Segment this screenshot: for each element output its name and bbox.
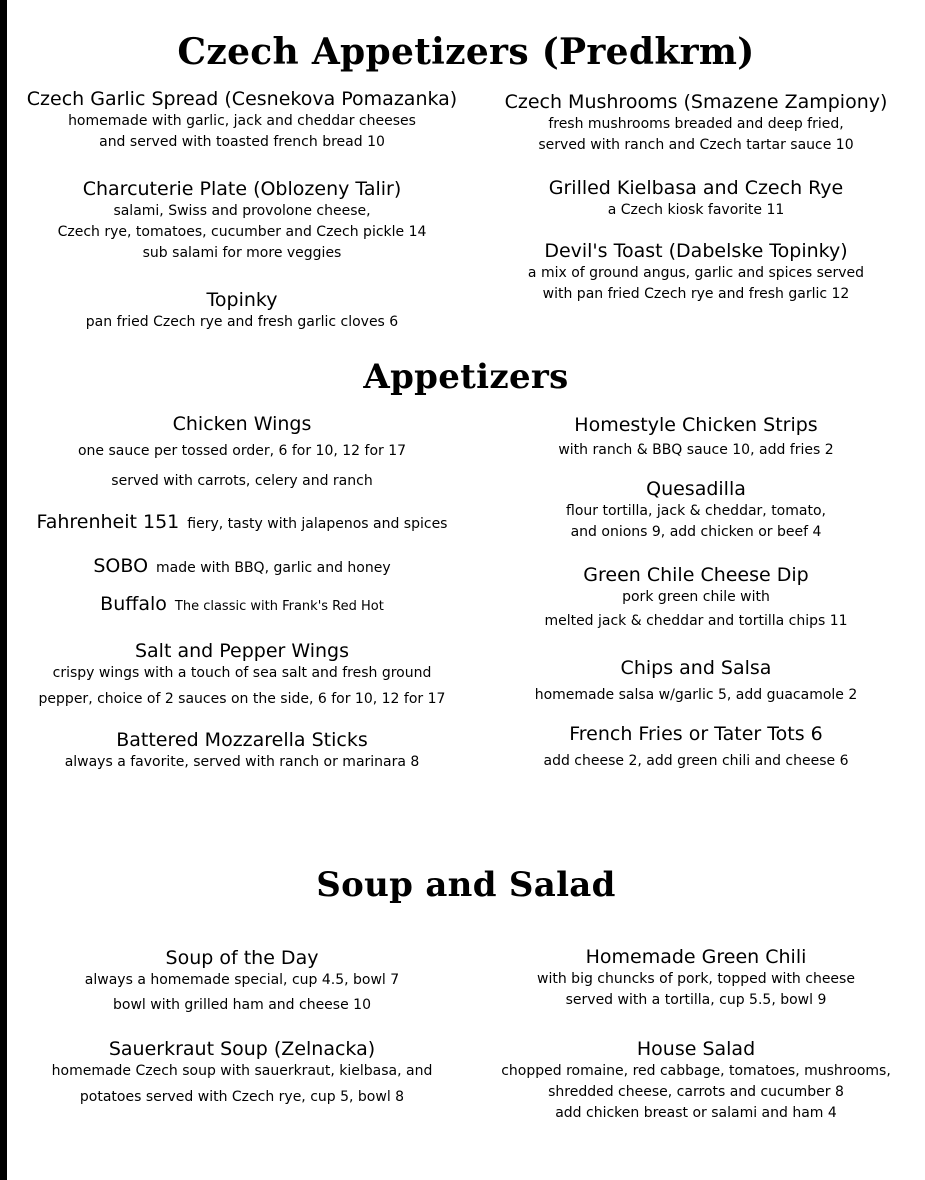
item-description: served with a tortilla, cup 5.5, bowl 9 (565, 992, 827, 1008)
item-name: Czech Mushrooms (Smazene Zampiony) (504, 91, 888, 113)
wing-sauce-row (17, 592, 467, 619)
menu-item (17, 177, 467, 264)
item-description: with big chuncks of pork, topped with cheese (537, 971, 855, 987)
item-description: bowl with grilled ham and cheese 10 (113, 997, 371, 1013)
item-name: Green Chile Cheese Dip (583, 564, 809, 586)
item-description: add cheese 2, add green chili and cheese 6 (543, 753, 849, 769)
sauce-description: made with BBQ, garlic and honey (156, 560, 391, 576)
menu-item (477, 176, 915, 221)
appetizers-right-column (477, 413, 915, 776)
item-name: French Fries or Tater Tots 6 (569, 723, 823, 745)
item-name: Homestyle Chicken Strips (574, 414, 818, 436)
sauce-description: The classic with Frank's Red Hot (174, 599, 384, 614)
item-description: pepper, choice of 2 sauces on the side, 6 for 10, 12 for 17 (38, 691, 446, 707)
sauce-name: Fahrenheit 151 (36, 511, 180, 533)
item-description: a Czech kiosk favorite 11 (607, 202, 785, 218)
item-name: Battered Mozzarella Sticks (116, 729, 368, 751)
menu-item (17, 728, 467, 773)
item-description: shredded cheese, carrots and cucumber 8 (548, 1084, 844, 1100)
item-name: Charcuterie Plate (Oblozeny Talir) (82, 178, 402, 200)
item-name: Devil's Toast (Dabelske Topinky) (544, 240, 848, 262)
item-name: Topinky (206, 289, 278, 311)
item-description: served with carrots, celery and ranch (111, 473, 373, 489)
item-description: melted jack & cheddar and tortilla chips 11 (544, 613, 848, 629)
item-description: served with ranch and Czech tartar sauce 10 (538, 137, 854, 153)
item-name: Czech Garlic Spread (Cesnekova Pomazanka) (26, 88, 458, 110)
item-name: Quesadilla (646, 478, 746, 500)
menu-item (477, 477, 915, 543)
item-description: a mix of ground angus, garlic and spices served (527, 265, 865, 281)
menu-item (17, 639, 467, 714)
menu-item (17, 288, 467, 333)
item-name: Homemade Green Chili (585, 946, 807, 968)
sauce-description: fiery, tasty with jalapenos and spices (187, 516, 448, 532)
menu-item (477, 722, 915, 776)
section-title-soup-and-salad: Soup and Salad (316, 865, 616, 905)
menu-page (7, 0, 925, 1180)
item-description: sub salami for more veggies (142, 245, 342, 261)
item-description: crispy wings with a touch of sea salt and fresh ground (52, 665, 432, 681)
item-description: Czech rye, tomatoes, cucumber and Czech pickle 14 (57, 224, 427, 240)
item-description: pan fried Czech rye and fresh garlic cloves 6 (85, 314, 399, 330)
item-description: chopped romaine, red cabbage, tomatoes, mushrooms, (501, 1063, 891, 1079)
item-description: always a homemade special, cup 4.5, bowl 7 (84, 972, 400, 988)
item-description: flour tortilla, jack & cheddar, tomato, (566, 503, 826, 519)
item-description: potatoes served with Czech rye, cup 5, bowl 8 (79, 1089, 405, 1105)
menu-item (477, 239, 915, 305)
wing-sauce-row (17, 554, 467, 580)
czech-right-column (477, 90, 915, 305)
section-title-appetizers: Appetizers (363, 357, 569, 397)
menu-item (17, 946, 467, 1019)
item-description: and onions 9, add chicken or beef 4 (570, 524, 822, 540)
menu-item (477, 656, 915, 710)
czech-left-column (17, 87, 467, 333)
item-name: Salt and Pepper Wings (134, 640, 350, 662)
soup-right-column (477, 945, 915, 1124)
item-description: pork green chile with (622, 589, 770, 605)
item-name: House Salad (636, 1038, 756, 1060)
item-description: one sauce per tossed order, 6 for 10, 12 for 17 (77, 443, 407, 459)
menu-item (477, 90, 915, 156)
menu-item (17, 1037, 467, 1112)
menu-item (477, 413, 915, 463)
section-title-czech-appetizers: Czech Appetizers (Predkrm) (177, 31, 755, 73)
menu-item (17, 87, 467, 153)
menu-item (477, 563, 915, 634)
item-description: homemade salsa w/garlic 5, add guacamole 2 (534, 687, 858, 703)
item-description: homemade Czech soup with sauerkraut, kielbasa, and (51, 1063, 433, 1079)
sauce-name: SOBO (93, 555, 149, 577)
wing-sauce-row (17, 510, 467, 536)
item-description: with pan fried Czech rye and fresh garlic 12 (542, 286, 850, 302)
item-name: Chicken Wings (172, 413, 312, 435)
appetizers-left-column (17, 412, 467, 773)
menu-item (17, 412, 467, 496)
item-description: with ranch & BBQ sauce 10, add fries 2 (558, 442, 834, 458)
item-name: Grilled Kielbasa and Czech Rye (548, 177, 844, 199)
item-description: homemade with garlic, jack and cheddar cheeses (68, 113, 416, 129)
menu-item (477, 945, 915, 1011)
item-description: and served with toasted french bread 10 (99, 134, 385, 150)
item-name: Soup of the Day (165, 947, 319, 969)
left-edge-border (0, 0, 7, 1180)
item-name: Sauerkraut Soup (Zelnacka) (108, 1038, 376, 1060)
sauce-name: Buffalo (100, 593, 167, 615)
menu-item (477, 1037, 915, 1124)
item-description: always a favorite, served with ranch or marinara 8 (64, 754, 420, 770)
soup-left-column (17, 946, 467, 1112)
item-description: salami, Swiss and provolone cheese, (113, 203, 371, 219)
item-description: fresh mushrooms breaded and deep fried, (548, 116, 844, 132)
item-name: Chips and Salsa (620, 657, 772, 679)
item-description: add chicken breast or salami and ham 4 (555, 1105, 837, 1121)
